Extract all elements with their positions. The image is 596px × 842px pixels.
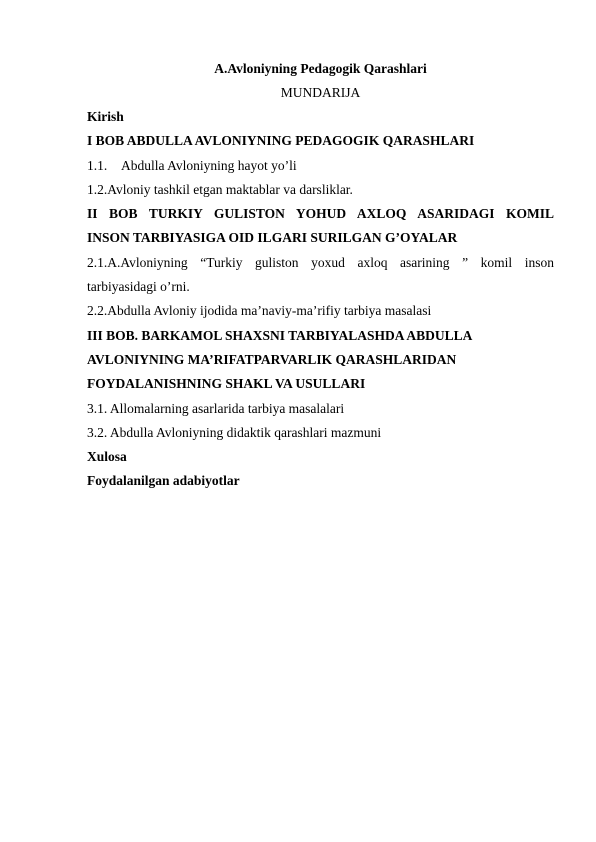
toc-intro: Kirish [87, 109, 124, 124]
toc-chapter-2-title-line-1: II BOB TURKIY GULISTON YOHUD AXLOQ ASARIDAGI KOMIL [87, 206, 554, 222]
toc-item-1-1-text: Abdulla Avloniyning hayot yo’li [121, 157, 297, 173]
toc-chapter-3-title-line-3: FOYDALANISHNING SHAKL VA USULLARI [87, 376, 366, 392]
toc-item-2-1-line-2: tarbiyasidagi o’rni. [87, 279, 190, 295]
toc-item-3-2: 3.2. Abdulla Avloniyning didaktik qarashlari mazmuni [87, 424, 382, 440]
toc-item-1-1 [87, 154, 554, 178]
toc-chapter-1-title: I BOB ABDULLA AVLONIYNING PEDAGOGIK QARASHLARI [87, 133, 475, 149]
toc-heading: MUNDARIJA [280, 85, 361, 100]
toc-item-3-1: 3.1. Allomalarning asarlarida tarbiya masalalari [87, 400, 345, 416]
document-title: A.Avloniyning Pedagogik Qarashlari [214, 61, 427, 76]
toc-item-2-1-line-1: 2.1.A.Avloniyning “Turkiy guliston yoxud axloq asarining ” komil inson [87, 254, 554, 270]
toc-chapter-3-title-line-2: AVLONIYNING MA’RIFATPARVARLIK QARASHLARIDAN [87, 351, 457, 367]
toc-chapter-3-title-line-1: III BOB. BARKAMOL SHAXSNI TARBIYALASHDA ABDULLA [87, 327, 473, 343]
toc-item-1-2: 1.2.Avloniy tashkil etgan maktablar va darsliklar. [87, 181, 353, 197]
toc-chapter-2-title-line-2: INSON TARBIYASIGA OID ILGARI SURILGAN G’OYALAR [87, 230, 458, 246]
document-content [87, 56, 554, 494]
toc-item-1-1-number: 1.1. [87, 157, 108, 173]
toc-conclusion: Xulosa [87, 449, 127, 465]
toc-references: Foydalanilgan adabiyotlar [87, 473, 240, 489]
toc-item-2-2: 2.2.Abdulla Avloniy ijodida ma’naviy-ma’rifiy tarbiya masalasi [87, 303, 432, 319]
